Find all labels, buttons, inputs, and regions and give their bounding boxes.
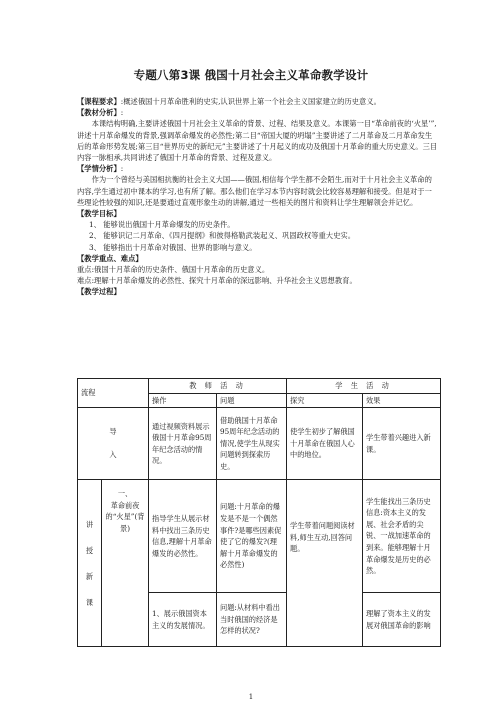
intro-explore: 使学生初步了解俄国十月革命在俄国人心中的地位。 <box>287 408 363 480</box>
goal-item-1: 1、 能够说出俄国十月革命爆发的历史条件。 <box>89 220 235 230</box>
table-row <box>78 480 441 593</box>
material-label: 【教材分析】 <box>77 108 121 118</box>
requirements-label: 【课程要求】 <box>77 97 121 106</box>
material-heading: 【教材分析】: <box>77 108 124 118</box>
header-effect: 效果 <box>363 393 441 408</box>
capitalism-operation: 1、展示俄国资本主义的发展情况。 <box>149 593 217 647</box>
keypoints-label: 【教学重点、难点】 <box>77 253 143 263</box>
header-explore: 探究 <box>287 393 363 408</box>
lesson-process-table <box>77 378 441 647</box>
students-label: 【学情分析】 <box>77 164 121 174</box>
page-title: 专题八第3课 俄国十月社会主义革命教学设计 <box>133 68 369 82</box>
key-point: 重点:俄国十月革命的历史条件、俄国十月革命的历史意义。 <box>77 265 270 275</box>
goal-item-3: 3、 能够指出十月革命对俄国、世界的影响与意义。 <box>89 242 257 252</box>
header-teacher: 教 师 活 动 <box>149 379 287 394</box>
background-effect: 学生能找出三条历史信息:资本主义的发展、社会矛盾的尖锐、一战加速革命的到来。能够理解十月革命爆发是历史的必然。 <box>363 480 441 593</box>
flow-intro: 导 入 <box>78 408 149 480</box>
capitalism-question: 问题:从材料中看出当时俄国的经济是怎样的状况? <box>217 593 287 647</box>
table-header-row <box>78 379 441 394</box>
material-text: 本课结构明确,主要讲述俄国十月社会主义革命的背景、过程、结果及意义。本课第一目“革命前夜的‘火星’”,讲述十月革命爆发的背景,强调革命爆发的必然性;第二目“帝国大厦的坍塌”主要讲述了二月革命及二月革命发生后的革命形势发展;第三目“世界历史的新纪元”主要讲述了十月起义的成功及俄国十月革命的重大历史意义。三目内容一脉相承,共同讲述了俄国十月革命的背景、过程及意义。 <box>77 119 438 163</box>
process-label: 【教学过程】 <box>77 287 121 297</box>
intro-question: 借助俄国十月革命95周年纪念活动的情况,使学生从现实问题转到探索历史。 <box>217 408 287 480</box>
header-operation: 操作 <box>149 393 217 408</box>
difficult-point: 难点:理解十月革命爆发的必然性、探究十月革命的深远影响、升华社会主义思想教育。 <box>77 276 357 286</box>
page-number: 1 <box>248 693 254 701</box>
background-question: 问题:十月革命的爆发是不是一个偶然事件?是哪些因素促使了它的爆发?(理解十月革命爆发的必然性) <box>217 480 287 593</box>
background-operation: 指导学生从展示材料中找出三条历史信息,理解十月革命爆发的必然性。 <box>149 480 217 593</box>
requirements-text: :概述俄国十月革命胜利的史实,认识世界上第一个社会主义国家建立的历史意义。 <box>120 97 381 106</box>
students-heading: 【学情分析】: <box>77 164 124 174</box>
capitalism-effect: 理解了资本主义的发展对俄国革命的影响 <box>363 593 441 647</box>
intro-operation: 通过视频资料展示俄国十月革命95周年纪念活动的情况。 <box>149 408 217 480</box>
requirements-paragraph <box>77 96 439 107</box>
background-explore: 学生带着问题阅读材料,师生互动,回答问题。 <box>287 480 363 647</box>
lesson-content <box>77 96 439 298</box>
table-row <box>78 408 441 480</box>
header-student: 学 生 活 动 <box>287 379 441 394</box>
flow-lecture: 讲 授 新 课 <box>78 480 102 647</box>
goal-item-2: 2、 能够识记二月革命、《四月提纲》和彼得格勒武装起义、巩固政权等重大史实。 <box>89 231 355 241</box>
students-text: 作为一个曾经与美国相抗衡的社会主义大国——俄国,相信每个学生都不会陌生,而对于十月社会主义革命的内容,学生通过初中课本的学习,也有所了解。那么他们在学习本节内容时就会比较容易理解和接受。但是对于一些理论性较强的知识,还是要通过直观形象生动的讲解,通过一些相关的图片和资料让学生理解领会并记忆。 <box>77 175 432 207</box>
intro-effect: 学生带着兴趣进入新课。 <box>363 408 441 480</box>
section-background: 一、 革命前夜的“火星”(背景) <box>102 480 149 647</box>
goals-label: 【教学目标】 <box>77 209 121 219</box>
header-flow: 流程 <box>78 379 149 408</box>
header-question: 问题 <box>217 393 287 408</box>
